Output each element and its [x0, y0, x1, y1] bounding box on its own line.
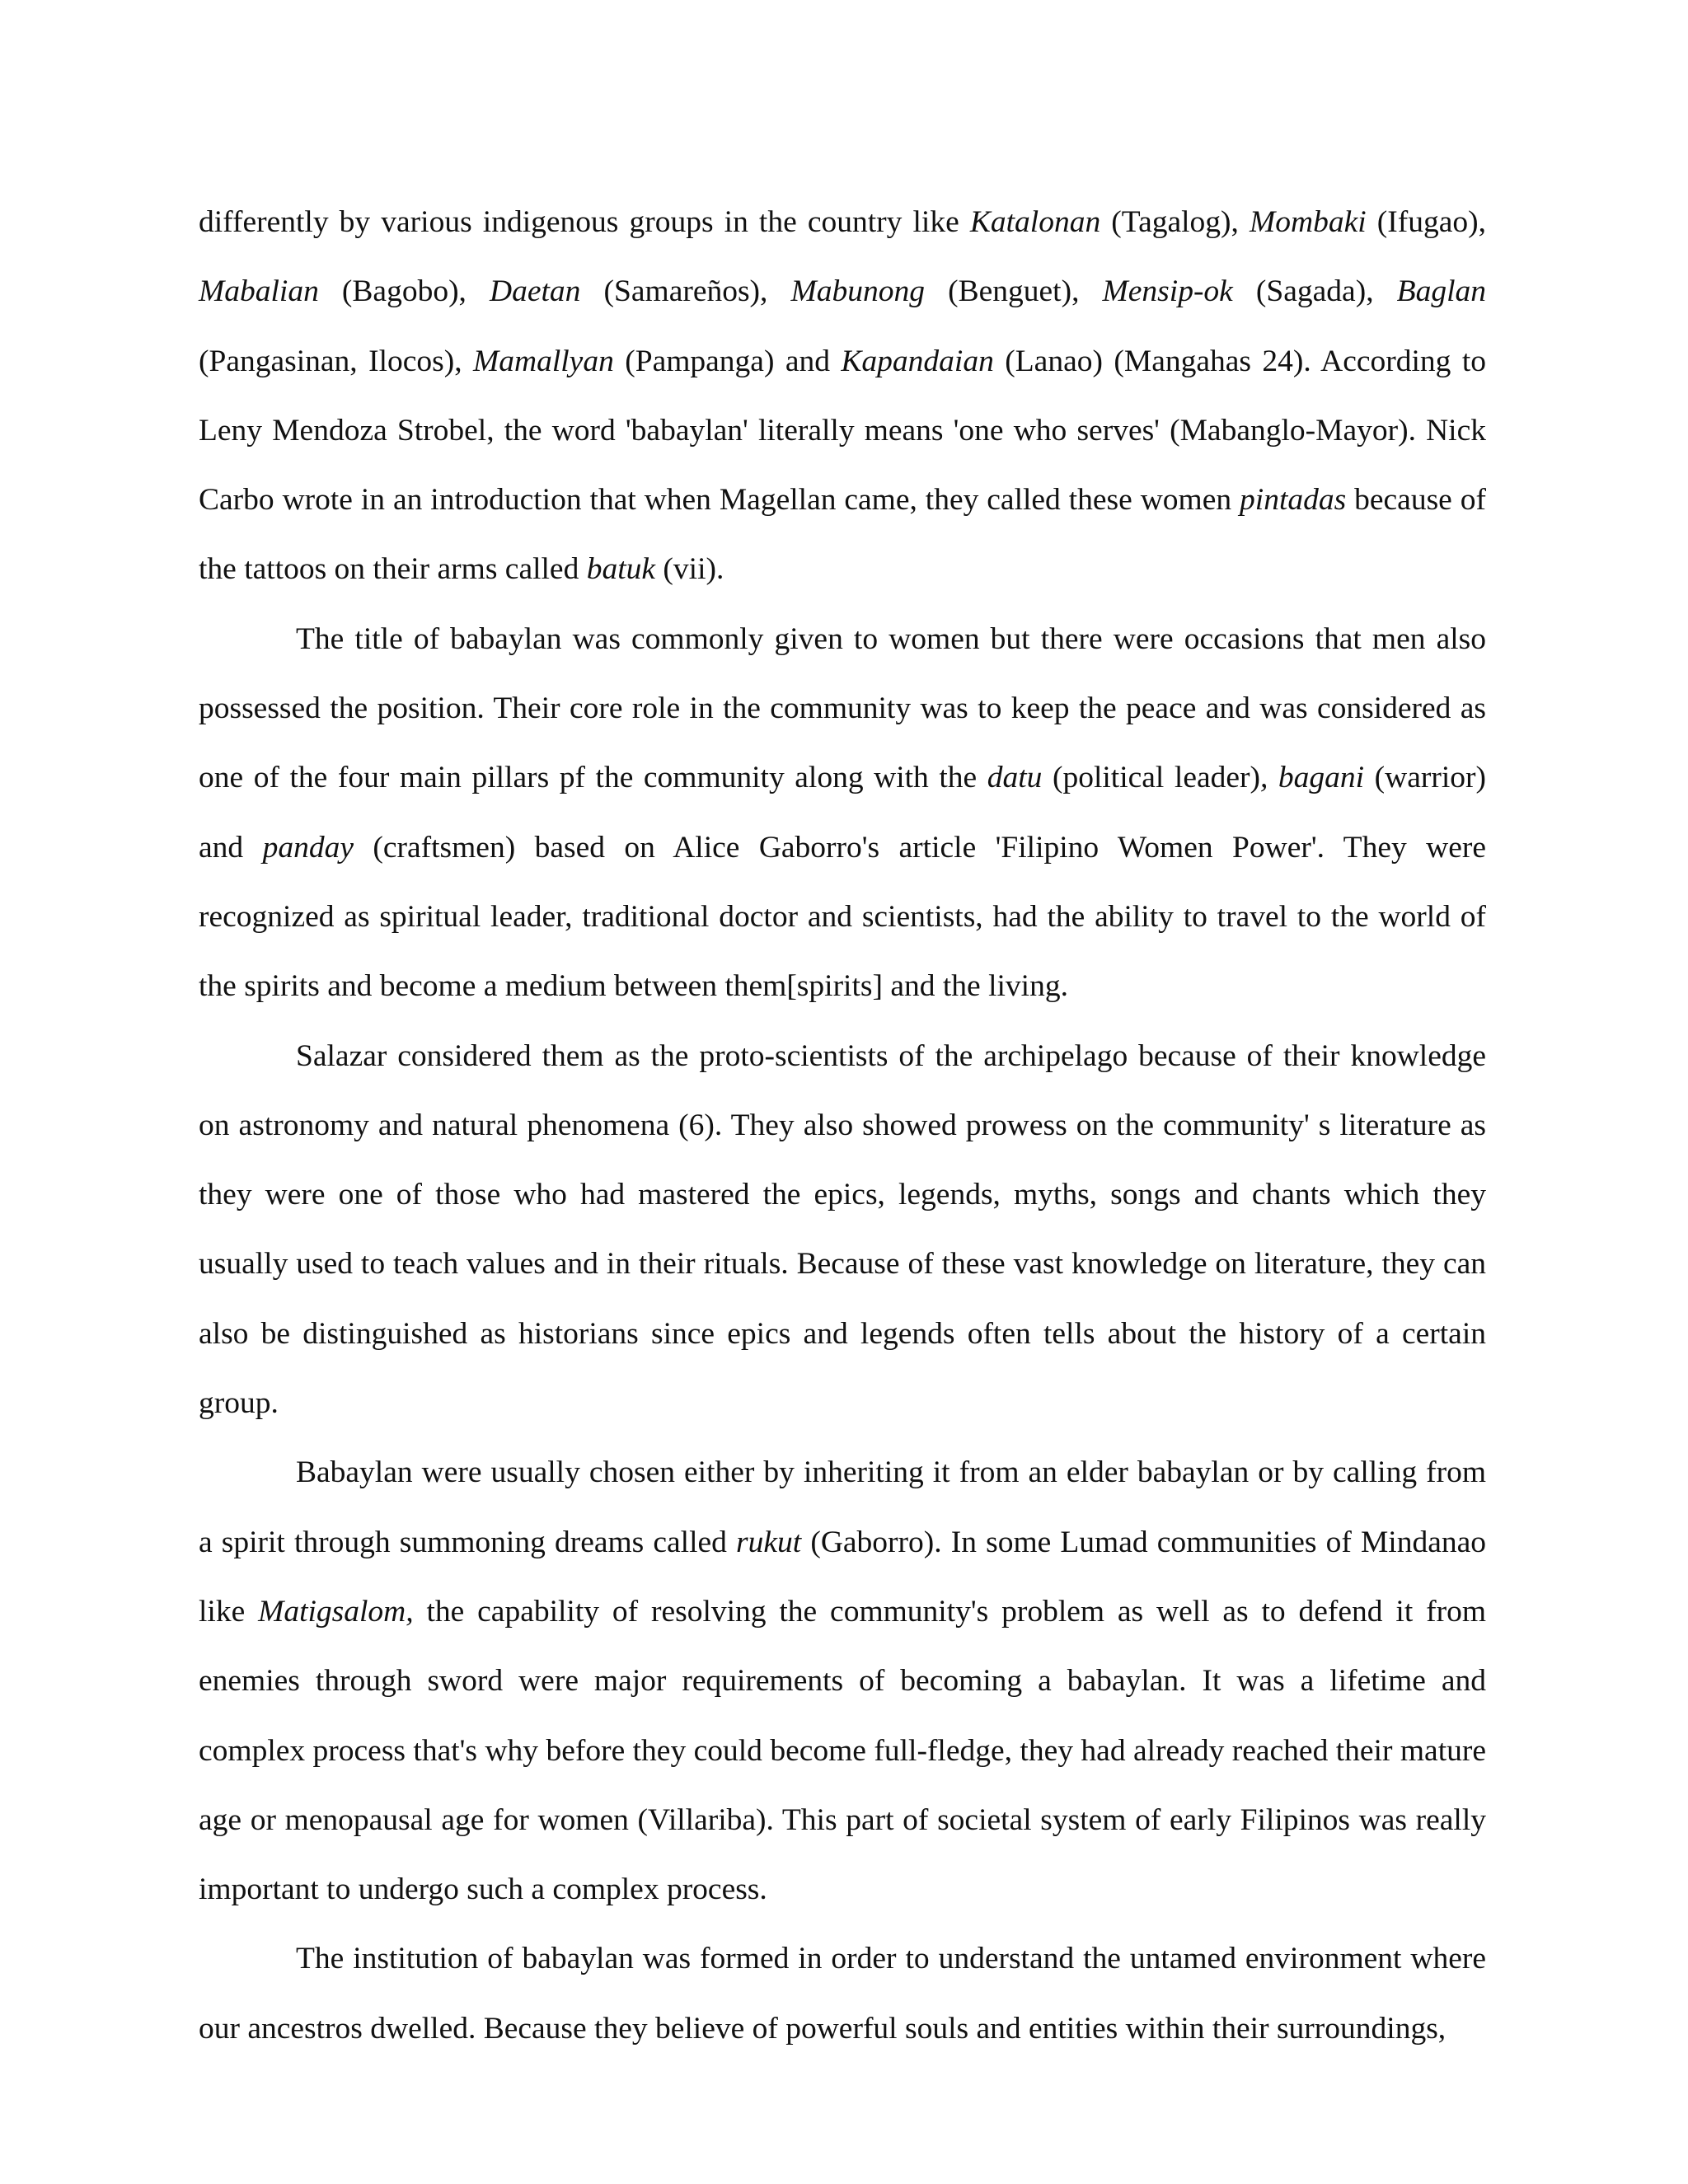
text-run: (political leader) [1042, 761, 1260, 795]
italic-term: batuk [586, 552, 656, 587]
italic-term: Baglan [1396, 274, 1486, 309]
paragraph-1 [199, 188, 1486, 605]
italic-term: panday [262, 830, 354, 865]
italic-term: Mensip-ok [1102, 274, 1233, 309]
text-run: The institution of babaylan was formed in order to understand the untamed environment where our ancestros dwelled. Because they believe of powerful souls and entities within their surroundings, [199, 1942, 1486, 2046]
italic-term: pintadas [1240, 483, 1347, 518]
text-run: (Samareños), [580, 274, 791, 309]
text-run: (Pangasinan, Ilocos), [199, 344, 474, 378]
italic-term: Katalonan [969, 205, 1101, 239]
text-run: (warrior) and [199, 761, 1486, 865]
paragraph-4 [199, 1438, 1486, 1924]
italic-term: rukut [736, 1525, 802, 1559]
document-body [199, 188, 1486, 2064]
text-run: (craftsmen) based on Alice Gaborro's article 'Filipino Women Power'. They were recognized as spiritual leader, traditional doctor and scientists, had the ability to travel to the world of the spirits and become a medium between them[spirits] and the living. [199, 830, 1486, 1004]
text-run: (Gaborro). In some Lumad communities of Mindanao like [199, 1525, 1487, 1629]
text-run: (vii). [655, 552, 724, 587]
text-run: (Pampanga) and [613, 344, 842, 378]
italic-term: Mamallyan [473, 344, 614, 378]
text-run: (Ifugao), [1366, 205, 1486, 239]
italic-term: Matigsalom, [258, 1594, 414, 1629]
text-run: because of the tattoos on their arms called [199, 483, 1486, 587]
italic-term: Daetan [490, 274, 581, 309]
text-run: differently by various indigenous groups in the country like [199, 205, 970, 239]
italic-term: Mabalian [199, 274, 319, 309]
text-run: (Sagada), [1232, 274, 1397, 309]
text-run: (Benguet), [925, 274, 1103, 309]
text-run: (Bagobo), [318, 274, 490, 309]
paragraph-5 [199, 1924, 1486, 2064]
paragraph-3 [199, 1022, 1486, 1439]
italic-term: Kapandaian [841, 344, 994, 378]
text-run: Salazar considered them as the proto-scientists of the archipelago because of their knowledge on astronomy and natural phenomena (6). They also showed prowess on the community' s literature as they were one of those who had mastered the epics, legends, myths, songs and chants which they usually used to teach values and in their rituals. Because of these vast knowledge on literature, they can also be distinguished as historians since epics and legends often tells about the history of a certain group. [199, 1038, 1486, 1421]
text-run: (Tagalog), [1100, 205, 1250, 239]
italic-term: Mombaki [1250, 205, 1367, 239]
text-run: Babaylan were usually chosen either by inheriting it from an elder babaylan or by calling from a spirit through summoning dreams called [199, 1455, 1486, 1559]
text-run: The title of babaylan was commonly given to women but there were occasions that men also possessed the position. Their core role in the community was to keep the peace and was considered as one of the four main pillars pf the community along with the [199, 621, 1486, 795]
text-run: (Lanao) (Mangahas 24). According to Leny Mendoza Strobel, the word 'babaylan' literally means 'one who serves' (Mabanglo-Mayor). Nick Carbo wrote in an introduction that when Magellan came, they called these women [199, 344, 1486, 518]
italic-term: datu [987, 761, 1043, 795]
text-run: the capability of resolving the community's problem as well as to defend it from enemies through sword were major requirements of becoming a babaylan. It was a lifetime and complex process that's why before they could become full-fledge, they had already reached their mature age or menopausal age for women (Villariba). This part of societal system of early Filipinos was really important to undergo such a complex process. [199, 1594, 1487, 1907]
italic-term: , bagani [1259, 761, 1365, 795]
italic-term: Mabunong [790, 274, 926, 309]
paragraph-2 [199, 605, 1486, 1022]
